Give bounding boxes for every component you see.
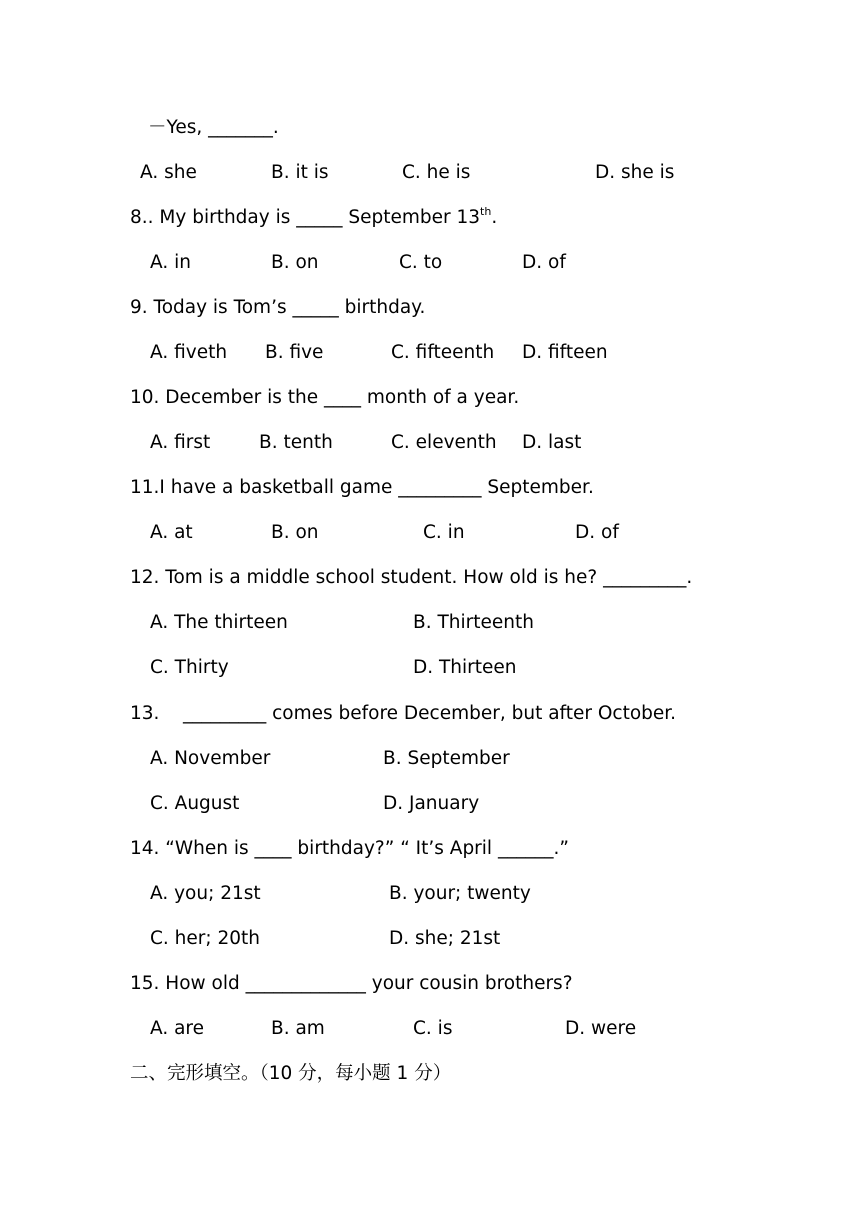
q10-question: 10. December is the ____ month of a year. <box>130 387 520 408</box>
q7-option-b[interactable]: B. it is <box>271 162 329 183</box>
q15-option-b[interactable]: B. am <box>271 1018 325 1039</box>
q15-option-a[interactable]: A. are <box>150 1018 205 1039</box>
q14-question: 14. “When is ____ birthday?” “ It’s April ______.” <box>130 838 569 859</box>
q8-question <box>130 206 497 230</box>
q10-option-c[interactable]: C. eleventh <box>391 432 497 453</box>
section-heading: 二、完形填空。（10 分，每小题 1 分） <box>130 1063 452 1084</box>
q7-answer-line: －Yes, _______. <box>148 117 279 138</box>
q8-option-b[interactable]: B. on <box>271 252 319 273</box>
q7-option-d[interactable]: D. she is <box>595 162 675 183</box>
q8-end: . <box>491 207 498 228</box>
q9-option-a[interactable]: A. fiveth <box>150 342 228 363</box>
q8-superscript: th <box>480 204 492 218</box>
q9-question: 9. Today is Tom’s _____ birthday. <box>130 297 426 318</box>
q13-option-b[interactable]: B. September <box>383 748 510 769</box>
q13-option-a[interactable]: A. November <box>150 748 271 769</box>
q7-option-a[interactable]: A. she <box>140 162 197 183</box>
q8-text: 8.. My birthday is _____ September 13 <box>130 207 481 228</box>
q10-option-a[interactable]: A. first <box>150 432 211 453</box>
q8-option-a[interactable]: A. in <box>150 252 191 273</box>
q11-option-d[interactable]: D. of <box>575 522 619 543</box>
q14-option-d[interactable]: D. she; 21st <box>389 928 501 949</box>
q13-option-c[interactable]: C. August <box>150 793 240 814</box>
q14-option-a[interactable]: A. you; 21st <box>150 883 261 904</box>
q10-option-d[interactable]: D. last <box>522 432 582 453</box>
q10-option-b[interactable]: B. tenth <box>259 432 333 453</box>
q12-question: 12. Tom is a middle school student. How old is he? _________. <box>130 567 693 588</box>
q13-option-d[interactable]: D. January <box>383 793 480 814</box>
q8-option-c[interactable]: C. to <box>399 252 443 273</box>
q8-option-d[interactable]: D. of <box>522 252 566 273</box>
q14-option-b[interactable]: B. your; twenty <box>389 883 531 904</box>
q15-option-d[interactable]: D. were <box>565 1018 637 1039</box>
q11-option-c[interactable]: C. in <box>423 522 465 543</box>
q12-option-d[interactable]: D. Thirteen <box>413 657 517 678</box>
q9-option-d[interactable]: D. fifteen <box>522 342 608 363</box>
q15-option-c[interactable]: C. is <box>413 1018 453 1039</box>
q12-option-a[interactable]: A. The thirteen <box>150 612 288 633</box>
q12-option-b[interactable]: B. Thirteenth <box>413 612 534 633</box>
q7-option-c[interactable]: C. he is <box>402 162 471 183</box>
q11-question: 11.I have a basketball game _________ September. <box>130 477 594 498</box>
q13-question: 13. _________ comes before December, but after October. <box>130 703 677 724</box>
q11-option-b[interactable]: B. on <box>271 522 319 543</box>
q9-option-c[interactable]: C. fifteenth <box>391 342 495 363</box>
q9-option-b[interactable]: B. five <box>265 342 324 363</box>
q15-question: 15. How old _____________ your cousin brothers? <box>130 973 573 994</box>
q11-option-a[interactable]: A. at <box>150 522 193 543</box>
q12-option-c[interactable]: C. Thirty <box>150 657 229 678</box>
q14-option-c[interactable]: C. her; 20th <box>150 928 261 949</box>
